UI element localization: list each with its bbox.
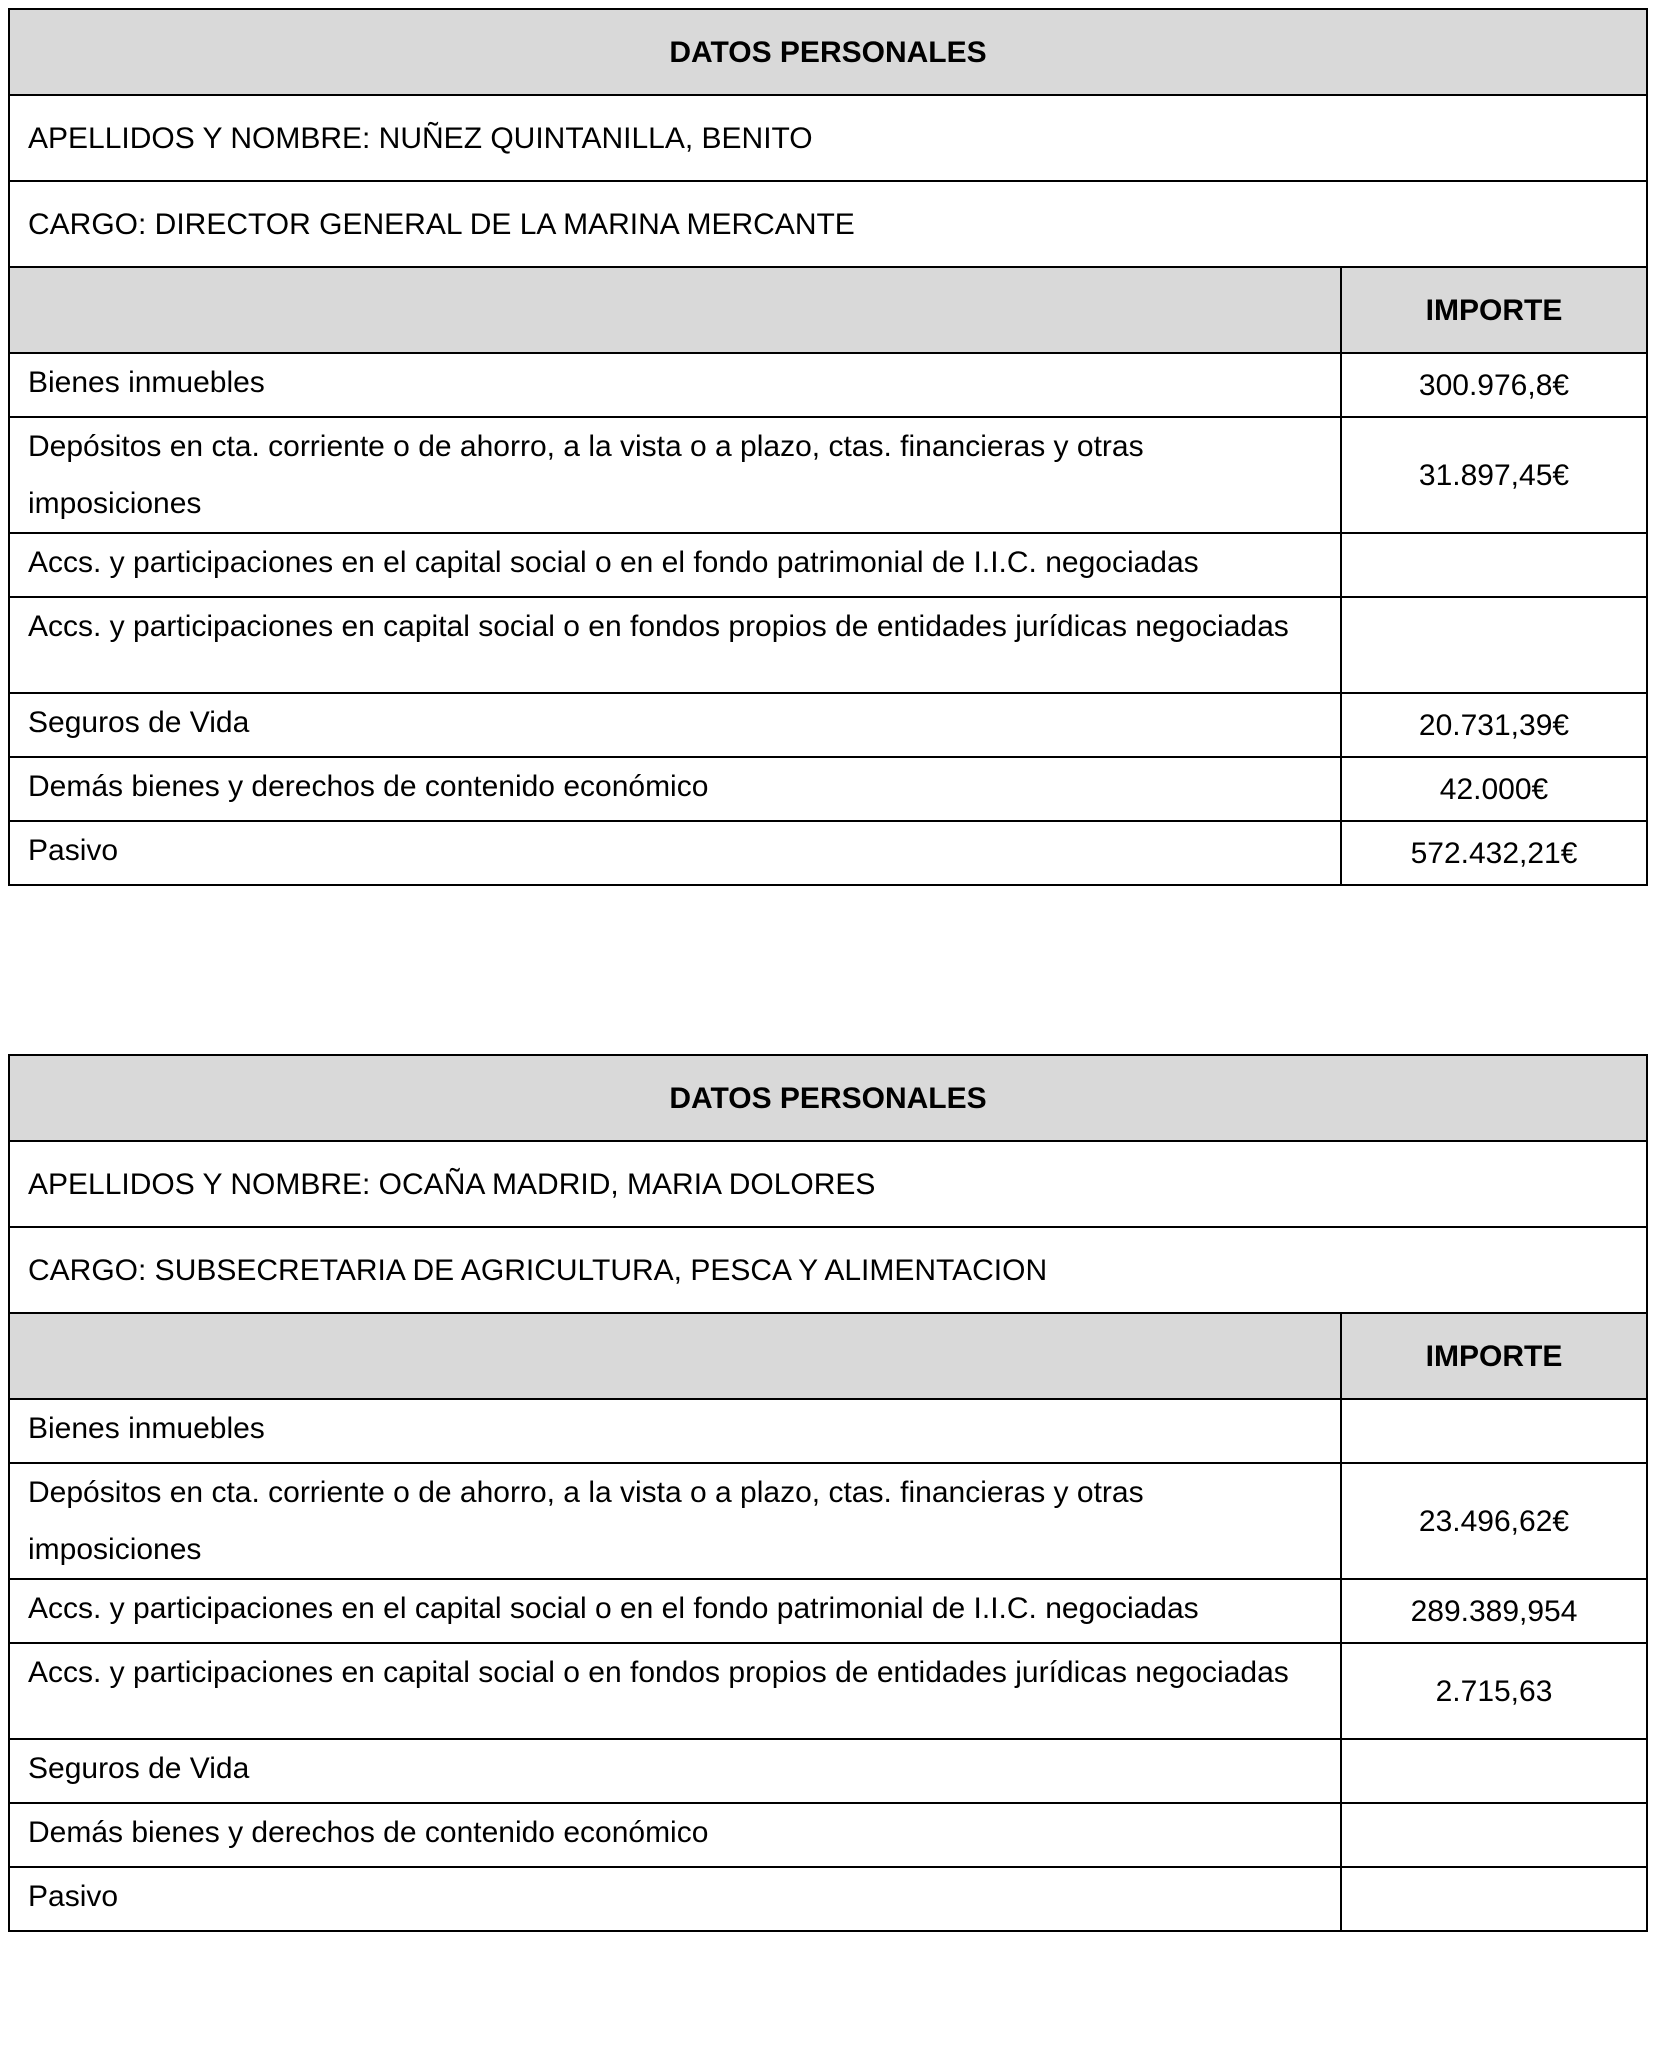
section-title: DATOS PERSONALES [9, 9, 1647, 95]
section-title: DATOS PERSONALES [9, 1055, 1647, 1141]
row-label: Accs. y participaciones en capital social o en fondos propios de entidades jurídicas negociadas [9, 1643, 1341, 1739]
row-label: Pasivo [9, 821, 1341, 885]
row-label: Accs. y participaciones en capital social o en fondos propios de entidades jurídicas negociadas [9, 597, 1341, 693]
declaration-table-1 [8, 8, 1648, 886]
table-row [9, 1463, 1647, 1579]
section-header-row [9, 1055, 1647, 1141]
column-header-row [9, 1313, 1647, 1399]
row-label: Depósitos en cta. corriente o de ahorro, a la vista o a plazo, ctas. financieras y otras imposiciones [9, 1463, 1341, 1579]
amount-column-header: IMPORTE [1341, 1313, 1647, 1399]
table-row [9, 821, 1647, 885]
table-row [9, 757, 1647, 821]
concept-column-header [9, 1313, 1341, 1399]
row-amount [1341, 1399, 1647, 1463]
row-label: Accs. y participaciones en el capital social o en el fondo patrimonial de I.I.C. negociadas [9, 1579, 1341, 1643]
row-amount: 2.715,63 [1341, 1643, 1647, 1739]
row-label: Pasivo [9, 1867, 1341, 1931]
row-amount: 31.897,45€ [1341, 417, 1647, 533]
row-label: Bienes inmuebles [9, 353, 1341, 417]
full-name-line: APELLIDOS Y NOMBRE: NUÑEZ QUINTANILLA, BENITO [9, 95, 1647, 181]
table-row [9, 1803, 1647, 1867]
position-line: CARGO: DIRECTOR GENERAL DE LA MARINA MERCANTE [9, 181, 1647, 267]
row-label: Depósitos en cta. corriente o de ahorro, a la vista o a plazo, ctas. financieras y otras imposiciones [9, 417, 1341, 533]
position-row [9, 181, 1647, 267]
name-row [9, 1141, 1647, 1227]
row-amount: 289.389,954 [1341, 1579, 1647, 1643]
column-header-row [9, 267, 1647, 353]
position-row [9, 1227, 1647, 1313]
row-amount: 300.976,8€ [1341, 353, 1647, 417]
row-label: Accs. y participaciones en el capital social o en el fondo patrimonial de I.I.C. negociadas [9, 533, 1341, 597]
concept-column-header [9, 267, 1341, 353]
table-row [9, 533, 1647, 597]
table-row [9, 353, 1647, 417]
name-row [9, 95, 1647, 181]
row-label: Bienes inmuebles [9, 1399, 1341, 1463]
row-amount: 23.496,62€ [1341, 1463, 1647, 1579]
table-row [9, 1867, 1647, 1931]
position-line: CARGO: SUBSECRETARIA DE AGRICULTURA, PESCA Y ALIMENTACION [9, 1227, 1647, 1313]
row-label: Demás bienes y derechos de contenido económico [9, 1803, 1341, 1867]
row-label: Seguros de Vida [9, 693, 1341, 757]
declaration-table-2 [8, 1054, 1648, 1932]
full-name-line: APELLIDOS Y NOMBRE: OCAÑA MADRID, MARIA DOLORES [9, 1141, 1647, 1227]
section-header-row [9, 9, 1647, 95]
table-row [9, 1643, 1647, 1739]
table-row [9, 1399, 1647, 1463]
row-amount [1341, 597, 1647, 693]
row-label: Seguros de Vida [9, 1739, 1341, 1803]
row-amount [1341, 1803, 1647, 1867]
table-row [9, 1739, 1647, 1803]
table-row [9, 1579, 1647, 1643]
row-amount [1341, 533, 1647, 597]
table-row [9, 417, 1647, 533]
row-amount [1341, 1867, 1647, 1931]
amount-column-header: IMPORTE [1341, 267, 1647, 353]
row-amount: 572.432,21€ [1341, 821, 1647, 885]
row-amount [1341, 1739, 1647, 1803]
row-label: Demás bienes y derechos de contenido económico [9, 757, 1341, 821]
table-row [9, 597, 1647, 693]
table-row [9, 693, 1647, 757]
row-amount: 20.731,39€ [1341, 693, 1647, 757]
row-amount: 42.000€ [1341, 757, 1647, 821]
